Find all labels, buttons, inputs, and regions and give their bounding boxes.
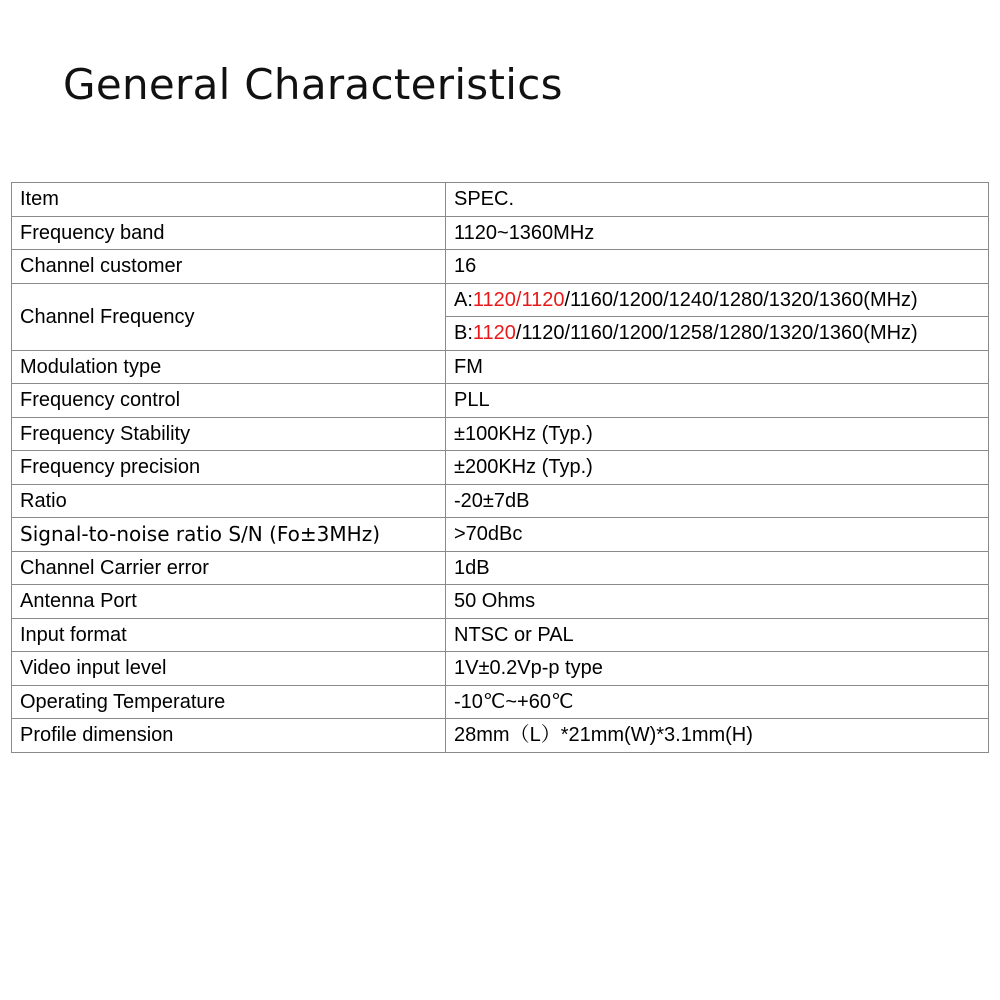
row-item: Operating Temperature xyxy=(12,685,446,719)
row-spec-b xyxy=(446,317,989,351)
table-row xyxy=(12,685,989,719)
spec-prefix: A: xyxy=(454,288,473,311)
spec-prefix: B: xyxy=(454,322,473,345)
table-row xyxy=(12,451,989,485)
row-spec: 16 xyxy=(446,250,989,284)
row-item: Frequency band xyxy=(12,216,446,250)
row-spec: PLL xyxy=(446,384,989,418)
row-spec: NTSC or PAL xyxy=(446,618,989,652)
table-row xyxy=(12,283,989,317)
table-row xyxy=(12,585,989,619)
row-spec-a xyxy=(446,283,989,317)
table-row xyxy=(12,484,989,518)
table-row xyxy=(12,384,989,418)
row-item: Signal-to-noise ratio S/N (Fo±3MHz) xyxy=(12,518,446,552)
spec-rest: /1120/1160/1200/1258/1280/1320/1360(MHz) xyxy=(515,322,918,345)
table-row xyxy=(12,652,989,686)
row-spec: >70dBc xyxy=(446,518,989,552)
row-item: Frequency Stability xyxy=(12,417,446,451)
table-header-row xyxy=(12,183,989,217)
row-item: Frequency control xyxy=(12,384,446,418)
row-spec: 1120~1360MHz xyxy=(446,216,989,250)
header-spec: SPEC. xyxy=(446,183,989,217)
table-row xyxy=(12,417,989,451)
spec-highlight: 1120 xyxy=(472,322,516,345)
table-row xyxy=(12,250,989,284)
row-spec: -10℃~+60℃ xyxy=(446,685,989,719)
table-row xyxy=(12,551,989,585)
table-row xyxy=(12,216,989,250)
row-spec: ±200KHz (Typ.) xyxy=(446,451,989,485)
row-spec: 28mm（L）*21mm(W)*3.1mm(H) xyxy=(446,719,989,753)
row-spec: FM xyxy=(446,350,989,384)
table-row xyxy=(12,719,989,753)
header-item: Item xyxy=(12,183,446,217)
row-item: Modulation type xyxy=(12,350,446,384)
spec-table xyxy=(11,182,989,753)
spec-rest: /1160/1200/1240/1280/1320/1360(MHz) xyxy=(564,288,918,311)
row-spec: 50 Ohms xyxy=(446,585,989,619)
row-item: Channel Carrier error xyxy=(12,551,446,585)
row-item: Video input level xyxy=(12,652,446,686)
spec-highlight: 1120/1120 xyxy=(472,288,565,311)
row-spec: 1dB xyxy=(446,551,989,585)
row-spec: 1V±0.2Vp-p type xyxy=(446,652,989,686)
row-spec: -20±7dB xyxy=(446,484,989,518)
row-item: Antenna Port xyxy=(12,585,446,619)
row-item: Profile dimension xyxy=(12,719,446,753)
row-item: Frequency precision xyxy=(12,451,446,485)
row-item: Channel customer xyxy=(12,250,446,284)
page-title: General Characteristics xyxy=(63,60,563,109)
table-row xyxy=(12,518,989,552)
row-item: Input format xyxy=(12,618,446,652)
table-row xyxy=(12,618,989,652)
table-row xyxy=(12,350,989,384)
row-item: Channel Frequency xyxy=(12,283,446,350)
row-item: Ratio xyxy=(12,484,446,518)
row-spec: ±100KHz (Typ.) xyxy=(446,417,989,451)
